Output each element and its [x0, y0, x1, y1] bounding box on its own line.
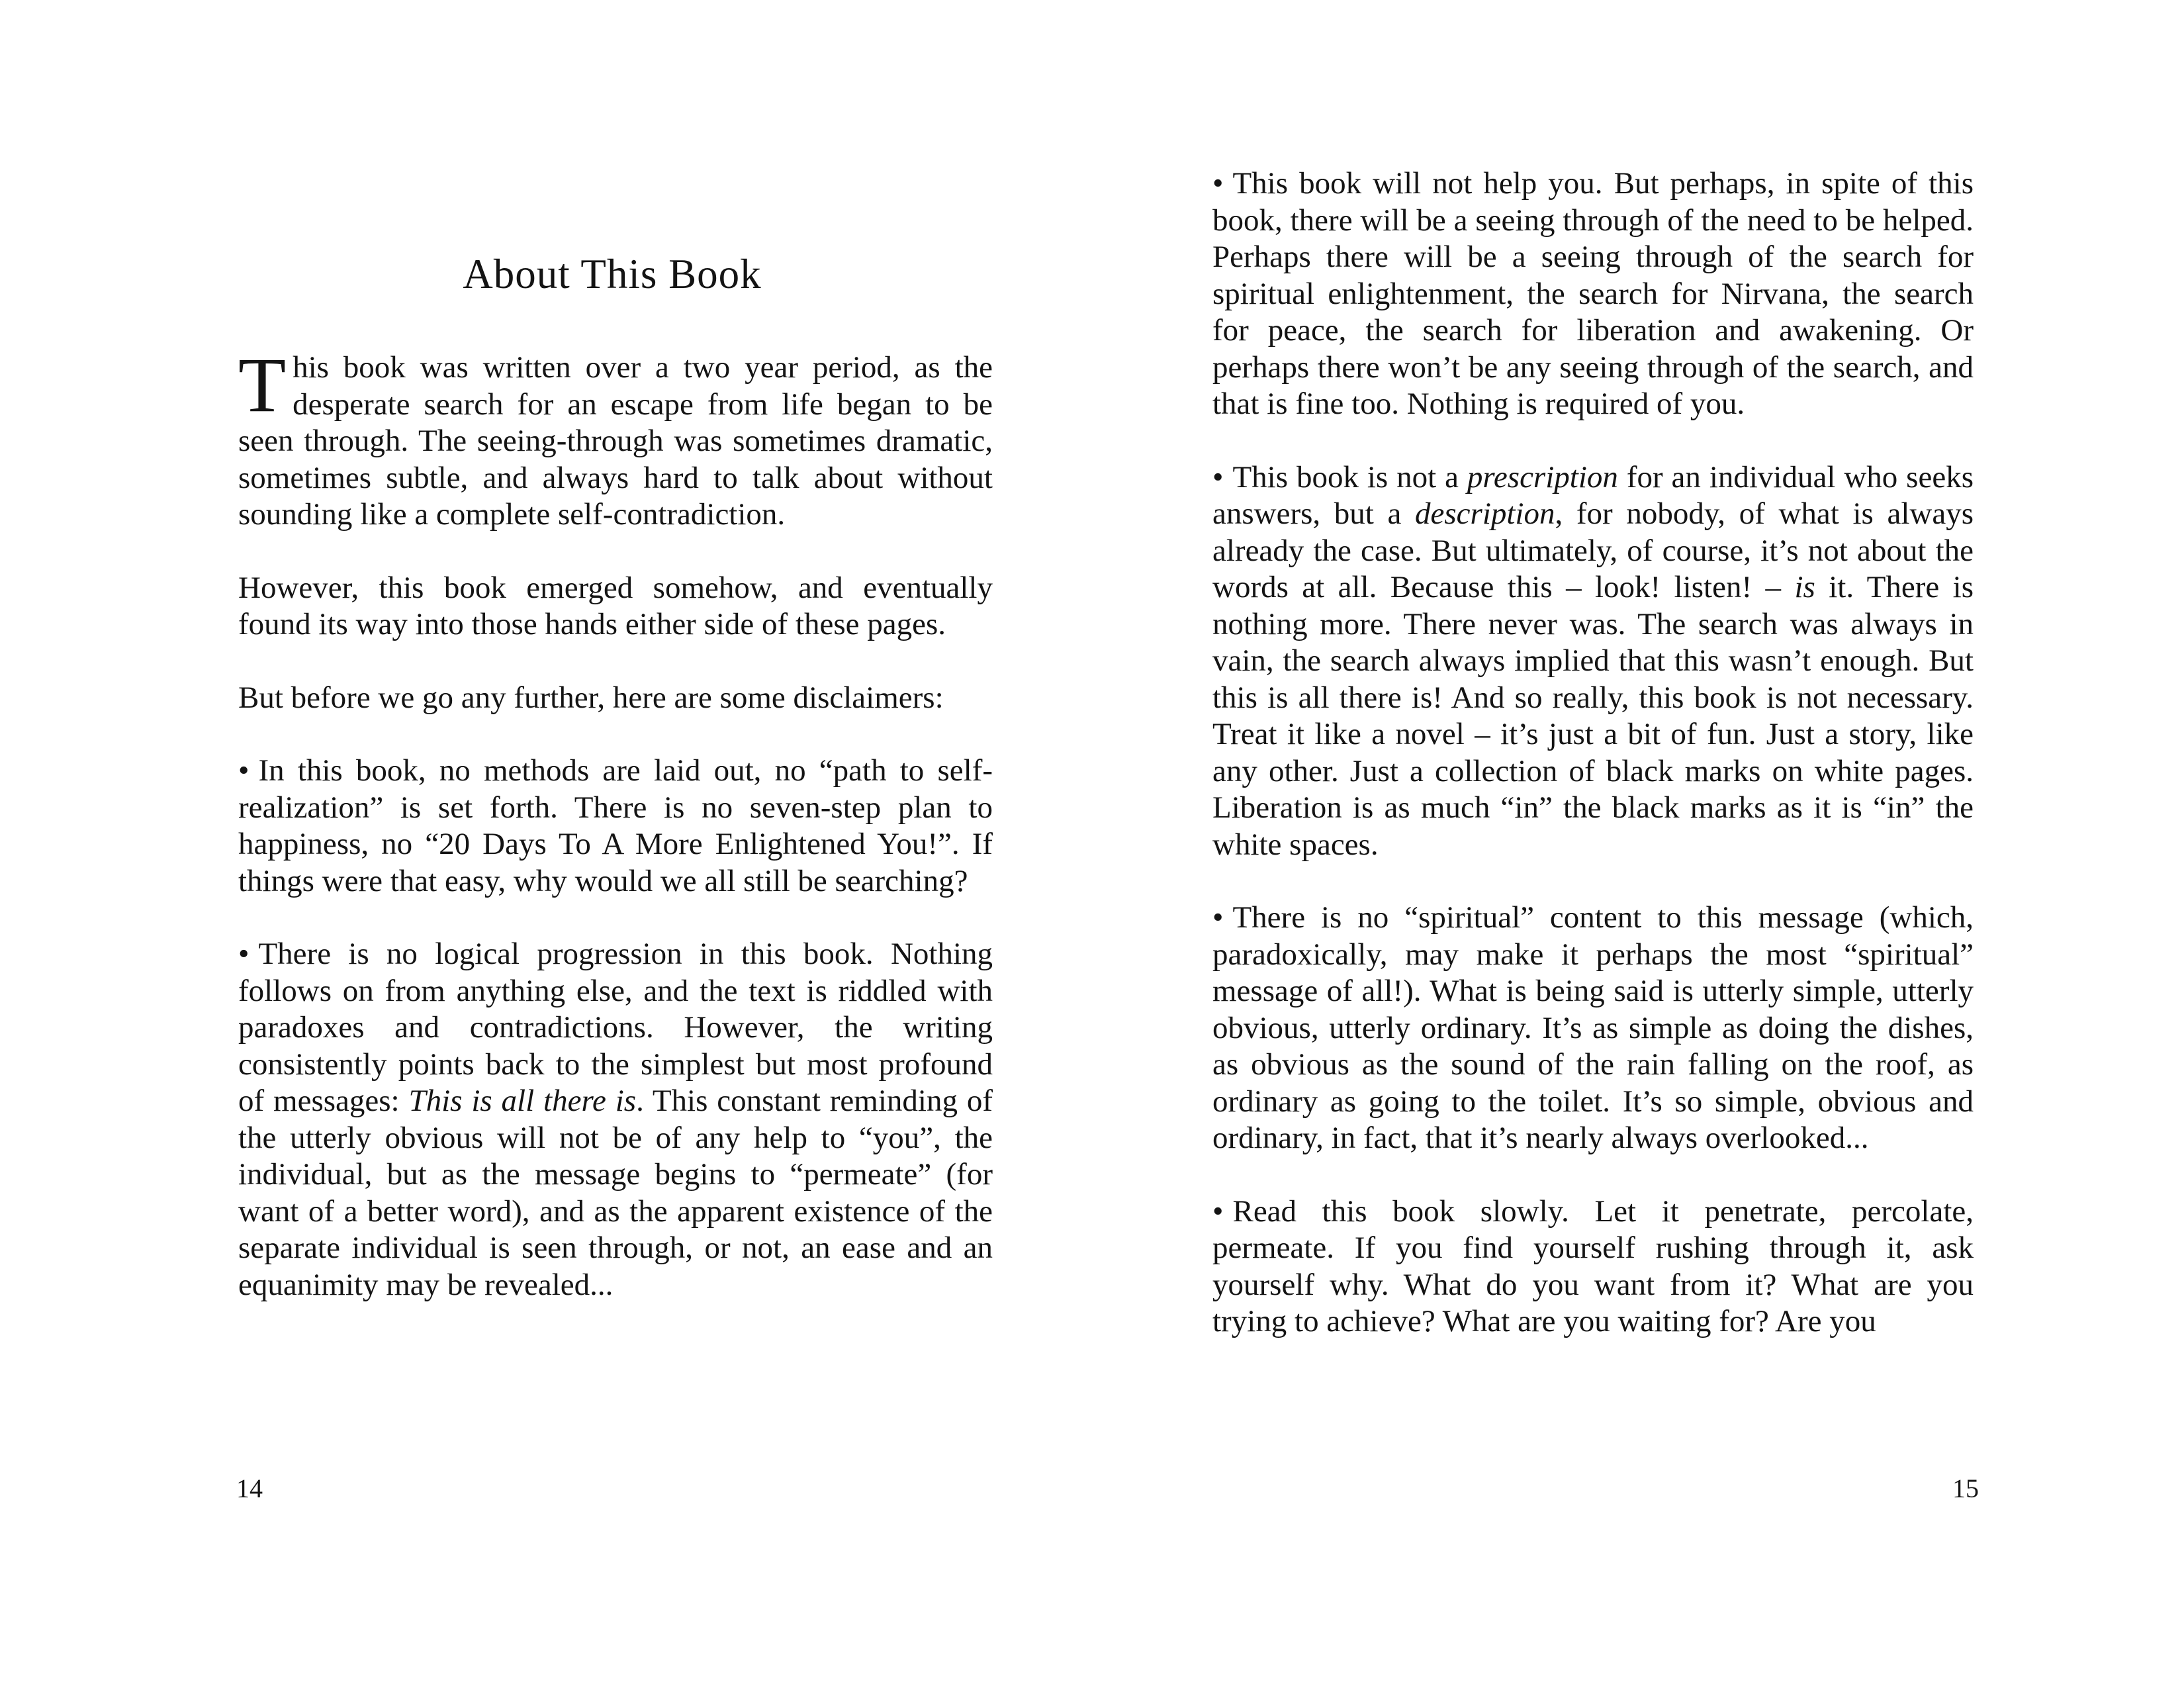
disclaimer-read-slowly: • Read this book slowly. Let it penetrate, percolate, permeate. If you find yourself rushing through it, ask yourself why. What do you want from it? What are you trying to achieve? What are you waiting for? Are you — [1212, 1194, 1974, 1338]
bullet-icon: • — [1212, 900, 1224, 935]
disclaimer-no-logic: • There is no logical progression in this book. Nothing follows on from anything else, and the text is riddled with paradoxes and contradictions. However, the writing consistently points back to the simplest but most profound of messages: This is all there is. This constant reminding of the utterly obvious will not be of any help to “you”, the individual, but as the message begins to “permeate” (for want of a better word), and as the apparent existence of the separate individual is seen through, or not, an ease and an equanimity may be revealed... — [238, 937, 993, 1302]
bullet-icon: • — [238, 753, 250, 788]
right-text-column — [1212, 165, 1974, 1340]
intro-text: his book was written over a two year period, as the desperate search for an escape from life began to be seen through. The seeing-through was sometimes dramatic, sometimes subtle, and always hard to talk about without sounding like a complete self-contradiction. — [238, 350, 993, 532]
page-number-left: 14 — [236, 1474, 263, 1503]
bullet-icon: • — [238, 937, 250, 971]
intro-paragraph — [238, 342, 993, 534]
emphasis-this-is-all: This is all there is — [408, 1084, 637, 1118]
bullet-icon: • — [1212, 459, 1224, 494]
disclaimer-not-prescription: • This book is not a prescription for an individual who seeks answers, but a description, for nobody, of what is always already the case. But ultimately, of course, it’s not about the words at all. Because this – look! listen! – is it. There is nothing more. There never was. The search was always in vain, the search always implied that this wasn’t enough. But this is all there is! And so really, this book is not necessary. Treat it like a novel – it’s just a bit of fun. Just a story, like any other. Just a collection of black marks on white pages. Liberation is as much “in” the black marks as it is “in” the white spaces. — [1212, 459, 1974, 862]
left-text-column — [238, 342, 993, 1303]
disclaimer-no-methods: • In this book, no methods are laid out, no “path to self-realization” is set forth. There is no seven-step plan to happiness, no “20 Days To A More Enlightened You!”. If things were that easy, why would we all still be searching? — [238, 753, 993, 898]
bullet-icon: • — [1212, 1194, 1224, 1229]
drop-cap: T — [238, 342, 287, 428]
emphasis-description: description — [1415, 496, 1555, 531]
paragraph-emerged: However, this book emerged somehow, and eventually found its way into those hands either side of these pages. — [238, 570, 993, 641]
emphasis-prescription: prescription — [1467, 459, 1618, 494]
bullet-icon: • — [1212, 166, 1224, 201]
disclaimer-no-spiritual: • There is no “spiritual” content to this message (which, paradoxically, may make it perhaps the most “spiritual” message of all!). What is being said is utterly simple, utterly obvious, utterly ordinary. It’s as simple as doing the dishes, as obvious as the sound of the rain falling on the roof, as ordinary as going to the toilet. It’s so simple, obvious and ordinary, in fact, that it’s nearly always overlooked... — [1212, 900, 1974, 1155]
paragraph-disclaimers: But before we go any further, here are some disclaimers: — [238, 680, 944, 715]
chapter-title: About This Book — [463, 251, 762, 297]
page-number-right: 15 — [1952, 1474, 1979, 1503]
emphasis-is: is — [1794, 570, 1815, 604]
right-page — [1092, 0, 2184, 1688]
disclaimer-not-help: • This book will not help you. But perhaps, in spite of this book, there will be a seeing through of the need to be helped. Perhaps there will be a seeing through of the search for spiritual enlightenment, the search for Nirvana, the search for peace, the search for liberation and awakening. Or perhaps there won’t be any seeing through of the search, and that is fine too. Nothing is required of you. — [1212, 166, 1974, 421]
